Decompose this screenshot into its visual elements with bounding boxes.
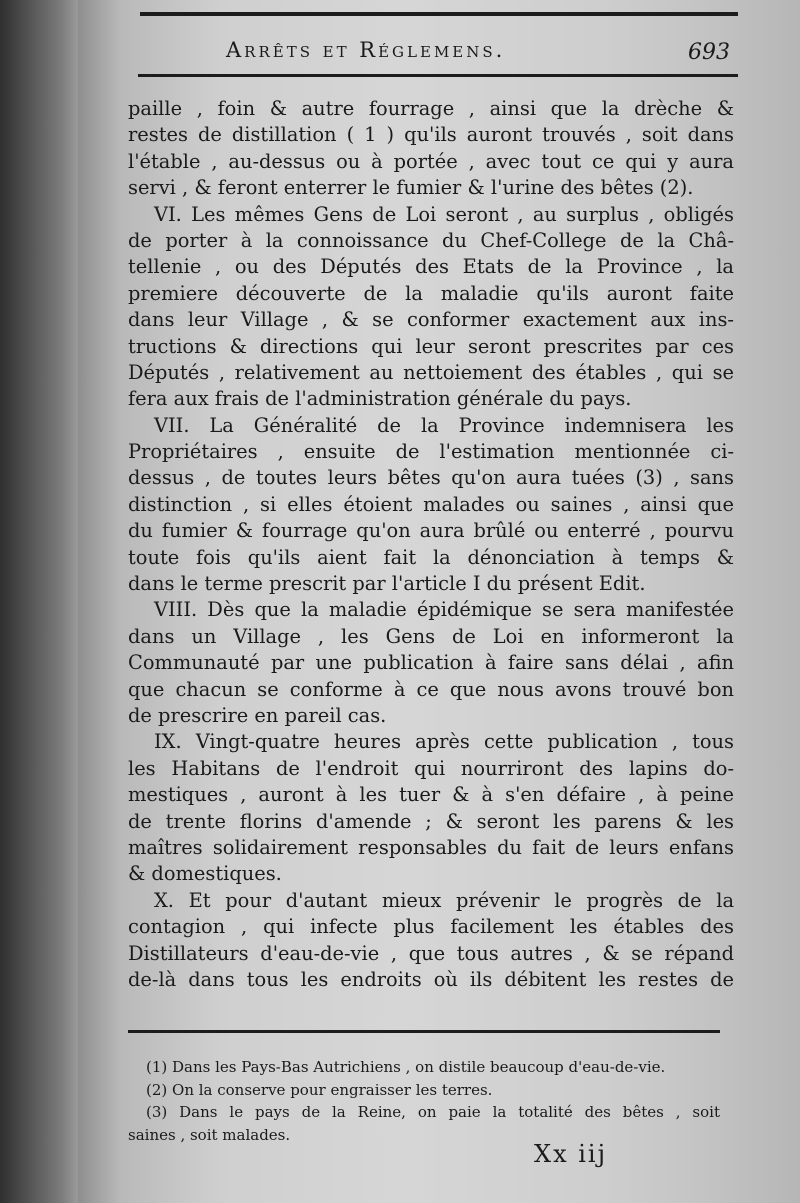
text-line: Députés , relativement au nettoiement des étables , qui se	[128, 360, 734, 384]
page-number: 693	[688, 40, 730, 65]
text-line: dessus , de toutes leurs bêtes qu'on aura tuées (3) , sans	[128, 466, 734, 490]
footnotes	[128, 1056, 720, 1146]
footnote-line: (3) Dans le pays de la Reine, on paie la totalité des bêtes , soit	[146, 1103, 720, 1121]
footnote-line: (2) On la conserve pour engraisser les terres.	[146, 1080, 493, 1099]
text-line: fera aux frais de l'administration générale du pays.	[128, 387, 632, 411]
text-line: & domestiques.	[128, 862, 282, 886]
footnote-line: (1) Dans les Pays-Bas Autrichiens , on distile beaucoup d'eau-de-vie.	[146, 1058, 666, 1076]
text-line: dans le terme prescrit par l'article I du présent Edit.	[128, 572, 646, 596]
text-line: maîtres solidairement responsables du fait de leurs enfans	[128, 835, 734, 859]
text-line: Distillateurs d'eau-de-vie , que tous autres , & se répand	[128, 941, 734, 965]
header-bottom-rule	[138, 74, 738, 77]
text-line: de trente florins d'amende ; & seront les parens & les	[128, 809, 734, 833]
text-line: paille , foin & autre fourrage , ainsi que la drèche &	[128, 97, 734, 120]
text-line: dans un Village , les Gens de Loi en informeront la	[128, 624, 734, 648]
body-text	[128, 96, 734, 993]
text-line: l'étable , au-dessus ou à portée , avec tout ce qui y aura	[128, 149, 734, 173]
footnote-rule	[128, 1030, 720, 1033]
book-gutter	[0, 0, 78, 1203]
text-line: servi , & feront enterrer le fumier & l'urine des bêtes (2).	[128, 176, 694, 200]
footnote-line: saines , soit malades.	[128, 1125, 291, 1144]
text-line: restes de distillation ( 1 ) qu'ils auront trouvés , soit dans	[128, 123, 734, 147]
text-line: premiere découverte de la maladie qu'ils auront faite	[128, 281, 734, 305]
text-line: mestiques , auront à les tuer & à s'en défaire , à peine	[128, 783, 734, 807]
header-top-rule	[140, 12, 738, 16]
text-line: VIII. Dès que la maladie épidémique se sera manifestée	[154, 598, 734, 622]
text-line: de prescrire en pareil cas.	[128, 703, 387, 727]
text-line: que chacun se conforme à ce que nous avons trouvé bon	[128, 677, 734, 701]
text-line: toute fois qu'ils aient fait la dénonciation à temps &	[128, 545, 734, 569]
text-line: VI. Les mêmes Gens de Loi seront , au surplus , obligés	[154, 202, 734, 226]
text-line: dans leur Village , & se conformer exactement aux ins-	[128, 308, 734, 332]
text-line: de porter à la connoissance du Chef-College de la Châ-	[128, 228, 734, 252]
text-line: IX. Vingt-quatre heures après cette publication , tous	[154, 730, 734, 754]
text-line: tellenie , ou des Députés des Etats de la Province , la	[128, 255, 734, 279]
running-head: Arrêts et Réglemens.	[226, 38, 506, 62]
signature-mark: Xx iij	[534, 1140, 608, 1168]
text-line: VII. La Généralité de la Province indemnisera les	[154, 413, 734, 437]
text-line: distinction , si elles étoient malades ou saines , ainsi que	[128, 492, 734, 516]
text-line: du fumier & fourrage qu'on aura brûlé ou enterré , pourvu	[128, 519, 734, 543]
text-line: Propriétaires , ensuite de l'estimation mentionnée ci-	[128, 440, 734, 464]
text-line: contagion , qui infecte plus facilement les étables des	[128, 915, 734, 939]
text-line: de-là dans tous les endroits où ils débitent les restes de	[128, 967, 734, 991]
text-line: Communauté par une publication à faire sans délai , afin	[128, 651, 734, 675]
text-line: les Habitans de l'endroit qui nourriront des lapins do-	[128, 756, 734, 780]
text-line: tructions & directions qui leur seront prescrites par ces	[128, 334, 734, 358]
text-line: X. Et pour d'autant mieux prévenir le progrès de la	[154, 888, 734, 912]
